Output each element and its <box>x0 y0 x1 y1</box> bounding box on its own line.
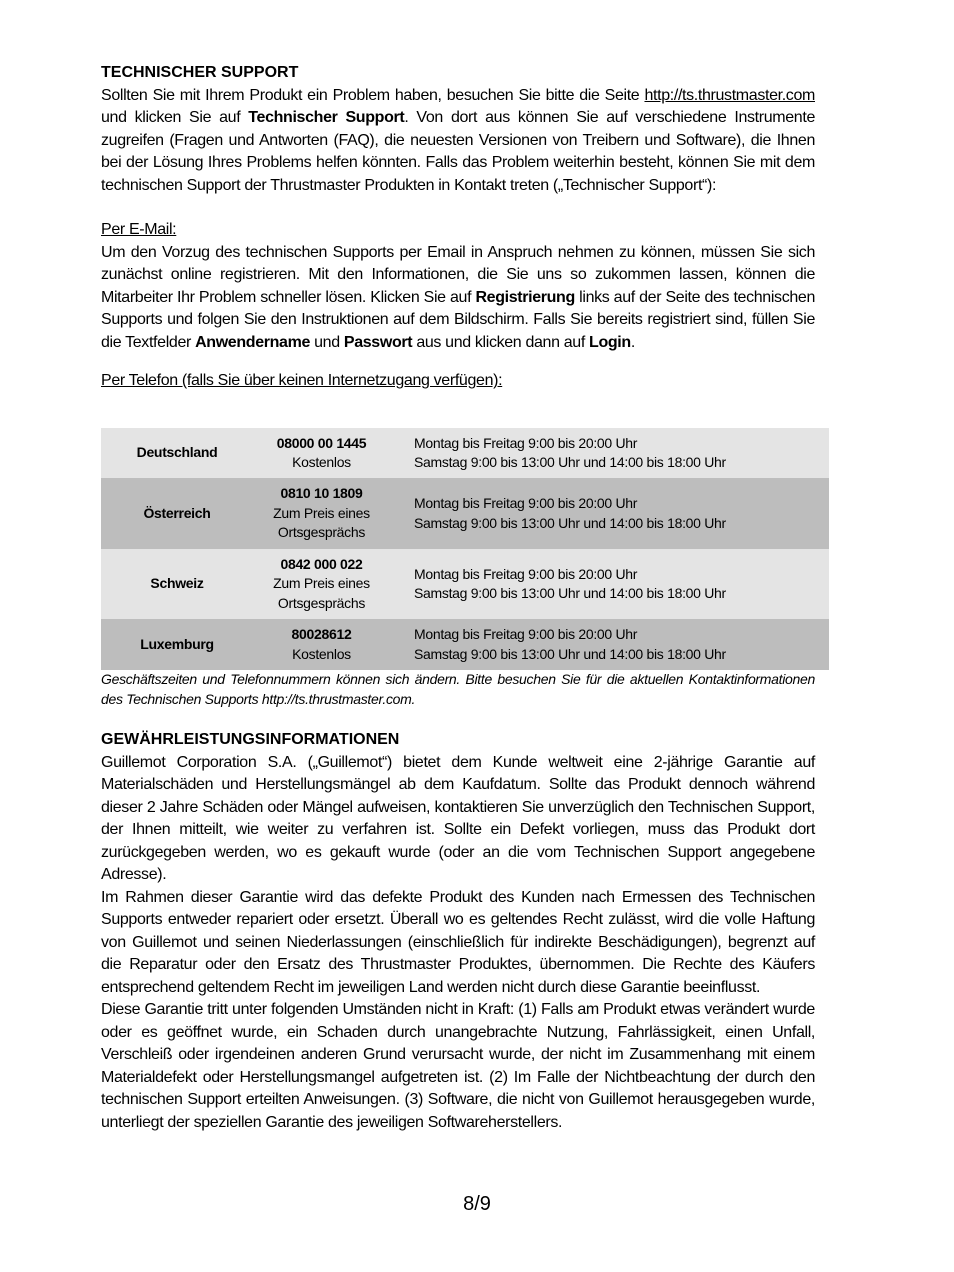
phone-number: 0810 10 1809 <box>280 485 363 502</box>
phone-number: 0842 000 022 <box>280 555 363 572</box>
phone-cost: Kostenlos <box>292 454 351 470</box>
intro-text-b: und klicken Sie auf <box>101 109 249 126</box>
hours-cell <box>390 478 829 549</box>
page-number: 8/9 <box>463 1193 491 1215</box>
email-heading: Per E-Mail: <box>101 221 177 238</box>
country-cell: Schweiz <box>101 549 253 619</box>
hours-saturday: Samstag 9:00 bis 13:00 Uhr und 14:00 bis 18:00 Uhr <box>414 585 726 601</box>
table-row <box>101 478 829 549</box>
email-text-c: und <box>310 333 344 351</box>
support-heading: TECHNISCHER SUPPORT <box>101 64 299 81</box>
hours-cell <box>390 549 829 619</box>
intro-text-c: . Von dort aus können Sie auf verschiedene Instrumente zugreifen (Fragen und Antworten (FAQ), die neuesten Versionen von Treibern und Software), die Ihnen bei der Lösung Ihres Problems helfen könnten. Falls das Problem weiterhin besteht, können Sie mit dem technischen Support der Thrustmaster Produkten in Kontakt treten („Technischer Support“): <box>101 109 815 194</box>
phone-heading: Per Telefon (falls Sie über keinen Internetzugang verfügen): <box>101 372 503 389</box>
email-paragraph <box>101 242 815 355</box>
email-bold-registration: Registrierung <box>475 288 575 306</box>
warranty-paragraph-1: Guillemot Corporation S.A. („Guillemot“) bietet dem Kunde weltweit eine 2-jährige Garantie auf Materialschäden und Herstellungsmängel ab dem Kaufdatum. Sollte das Produkt dennoch während dieser 2 Jahre Schäden oder Mängel aufweisen, kontaktieren Sie unverzüglich den Technischen Support, der Ihnen mitteilt, wie weiter zu verfahren ist. Sollte ein Defekt vorliegen, muss das Produkt dort zurückgegeben werden, wo es gekauft wurde (oder an die vom Technischen Support angegebene Adresse). <box>101 753 815 883</box>
warranty-paragraph-2: Im Rahmen dieser Garantie wird das defekte Produkt des Kunden nach Ermessen des Technischen Supports entweder repariert oder ersetzt. Überall wo es geltendes Recht zulässt, wird die volle Haftung von Guillemot und seinen Niederlassungen (einschließlich für indirekte Beschädigungen), begrenzt auf die Reparatur oder den Ersatz des Thrustmaster Produktes, übernommen. Die Rechte des Käufers entsprechend geltendem Recht im jeweiligen Land werden nicht durch diese Garantie beeinflusst. <box>101 888 815 996</box>
warranty-paragraph-3: Diese Garantie tritt unter folgenden Umständen nicht in Kraft: (1) Falls am Produkt etwas verändert wurde oder es geöffnet wurde, ein Schaden durch unangebrachte Nutzung, Fahrlässigkeit, einen Unfall, Verschleiß oder irgendeinen anderen Grund verursacht wurde, der nicht im Zusammenhang mit einem Materialdefekt oder Herstellungsmangel aufgetreten ist. (2) Im Falle der Nichtbeachtung der durch den technischen Support erteilten Anweisungen. (3) Software, die nicht von Guillemot herausgegeben wurde, unterliegt der speziellen Garantie des jeweiligen Softwareherstellers. <box>101 1001 815 1131</box>
hours-saturday: Samstag 9:00 bis 13:00 Uhr und 14:00 bis 18:00 Uhr <box>414 454 726 470</box>
email-text-d: aus und klicken dann auf <box>412 333 590 351</box>
phone-cost-2: Ortsgesprächs <box>277 594 366 611</box>
email-bold-password: Passwort <box>343 333 413 351</box>
phone-cell <box>253 478 390 549</box>
table-row <box>101 619 829 670</box>
phone-number: 08000 00 1445 <box>276 434 367 451</box>
hours-cell <box>390 619 829 670</box>
hours-weekdays: Montag bis Freitag 9:00 bis 20:00 Uhr <box>414 626 638 642</box>
phone-cost: Kostenlos <box>292 645 351 662</box>
phone-cost: Zum Preis eines <box>273 504 370 521</box>
hours-cell <box>390 428 829 478</box>
table-row <box>101 428 829 478</box>
phone-number: 80028612 <box>291 626 352 642</box>
hours-weekdays: Montag bis Freitag 9:00 bis 20:00 Uhr <box>414 434 638 451</box>
warranty-section <box>101 729 815 1134</box>
country-cell: Luxemburg <box>101 619 253 670</box>
support-intro <box>101 85 815 198</box>
email-text-a: Um den Vorzug des technischen Supports per Email in Anspruch nehmen zu können, müssen Sie sich zunächst online registrieren. Mit den Informationen, die Sie uns so zukommen lassen, können die Mitarbeiter Ihr Problem schneller lösen. Klicken Sie auf <box>101 243 815 306</box>
support-link[interactable]: http://ts.thrustmaster.com <box>644 86 815 104</box>
phone-table <box>101 428 829 670</box>
phone-cost: Zum Preis eines <box>273 575 370 592</box>
email-bold-login: Login <box>589 333 631 351</box>
hours-weekdays: Montag bis Freitag 9:00 bis 20:00 Uhr <box>414 565 638 582</box>
warranty-heading: GEWÄHRLEISTUNGSINFORMATIONEN <box>101 731 400 748</box>
email-text-b: links auf der Seite des technischen Supports und folgen Sie den Instruktionen auf dem Bildschirm. Falls Sie bereits registriert sind, füllen Sie die Textfelder <box>101 288 815 351</box>
table-row <box>101 549 829 619</box>
hours-weekdays: Montag bis Freitag 9:00 bis 20:00 Uhr <box>414 495 638 511</box>
intro-bold: Technischer Support <box>248 109 405 126</box>
email-text-e: . <box>630 333 635 351</box>
hours-saturday: Samstag 9:00 bis 13:00 Uhr und 14:00 bis 18:00 Uhr <box>414 645 726 662</box>
intro-text-a: Sollten Sie mit Ihrem Produkt ein Problem haben, besuchen Sie bitte die Seite <box>101 86 645 104</box>
phone-cell <box>253 428 390 478</box>
table-note: Geschäftszeiten und Telefonnummern können sich ändern. Bitte besuchen Sie für die aktuellen Kontaktinformationen des Technischen Supports http://ts.thrustmaster.com. <box>101 671 815 707</box>
phone-cell <box>253 549 390 619</box>
support-section <box>101 62 815 393</box>
phone-cost-2: Ortsgesprächs <box>277 524 366 541</box>
hours-saturday: Samstag 9:00 bis 13:00 Uhr und 14:00 bis 18:00 Uhr <box>414 514 726 531</box>
country-cell: Österreich <box>101 478 253 549</box>
phone-cell <box>253 619 390 670</box>
email-bold-username: Anwendername <box>195 333 311 351</box>
country-cell: Deutschland <box>101 428 253 478</box>
